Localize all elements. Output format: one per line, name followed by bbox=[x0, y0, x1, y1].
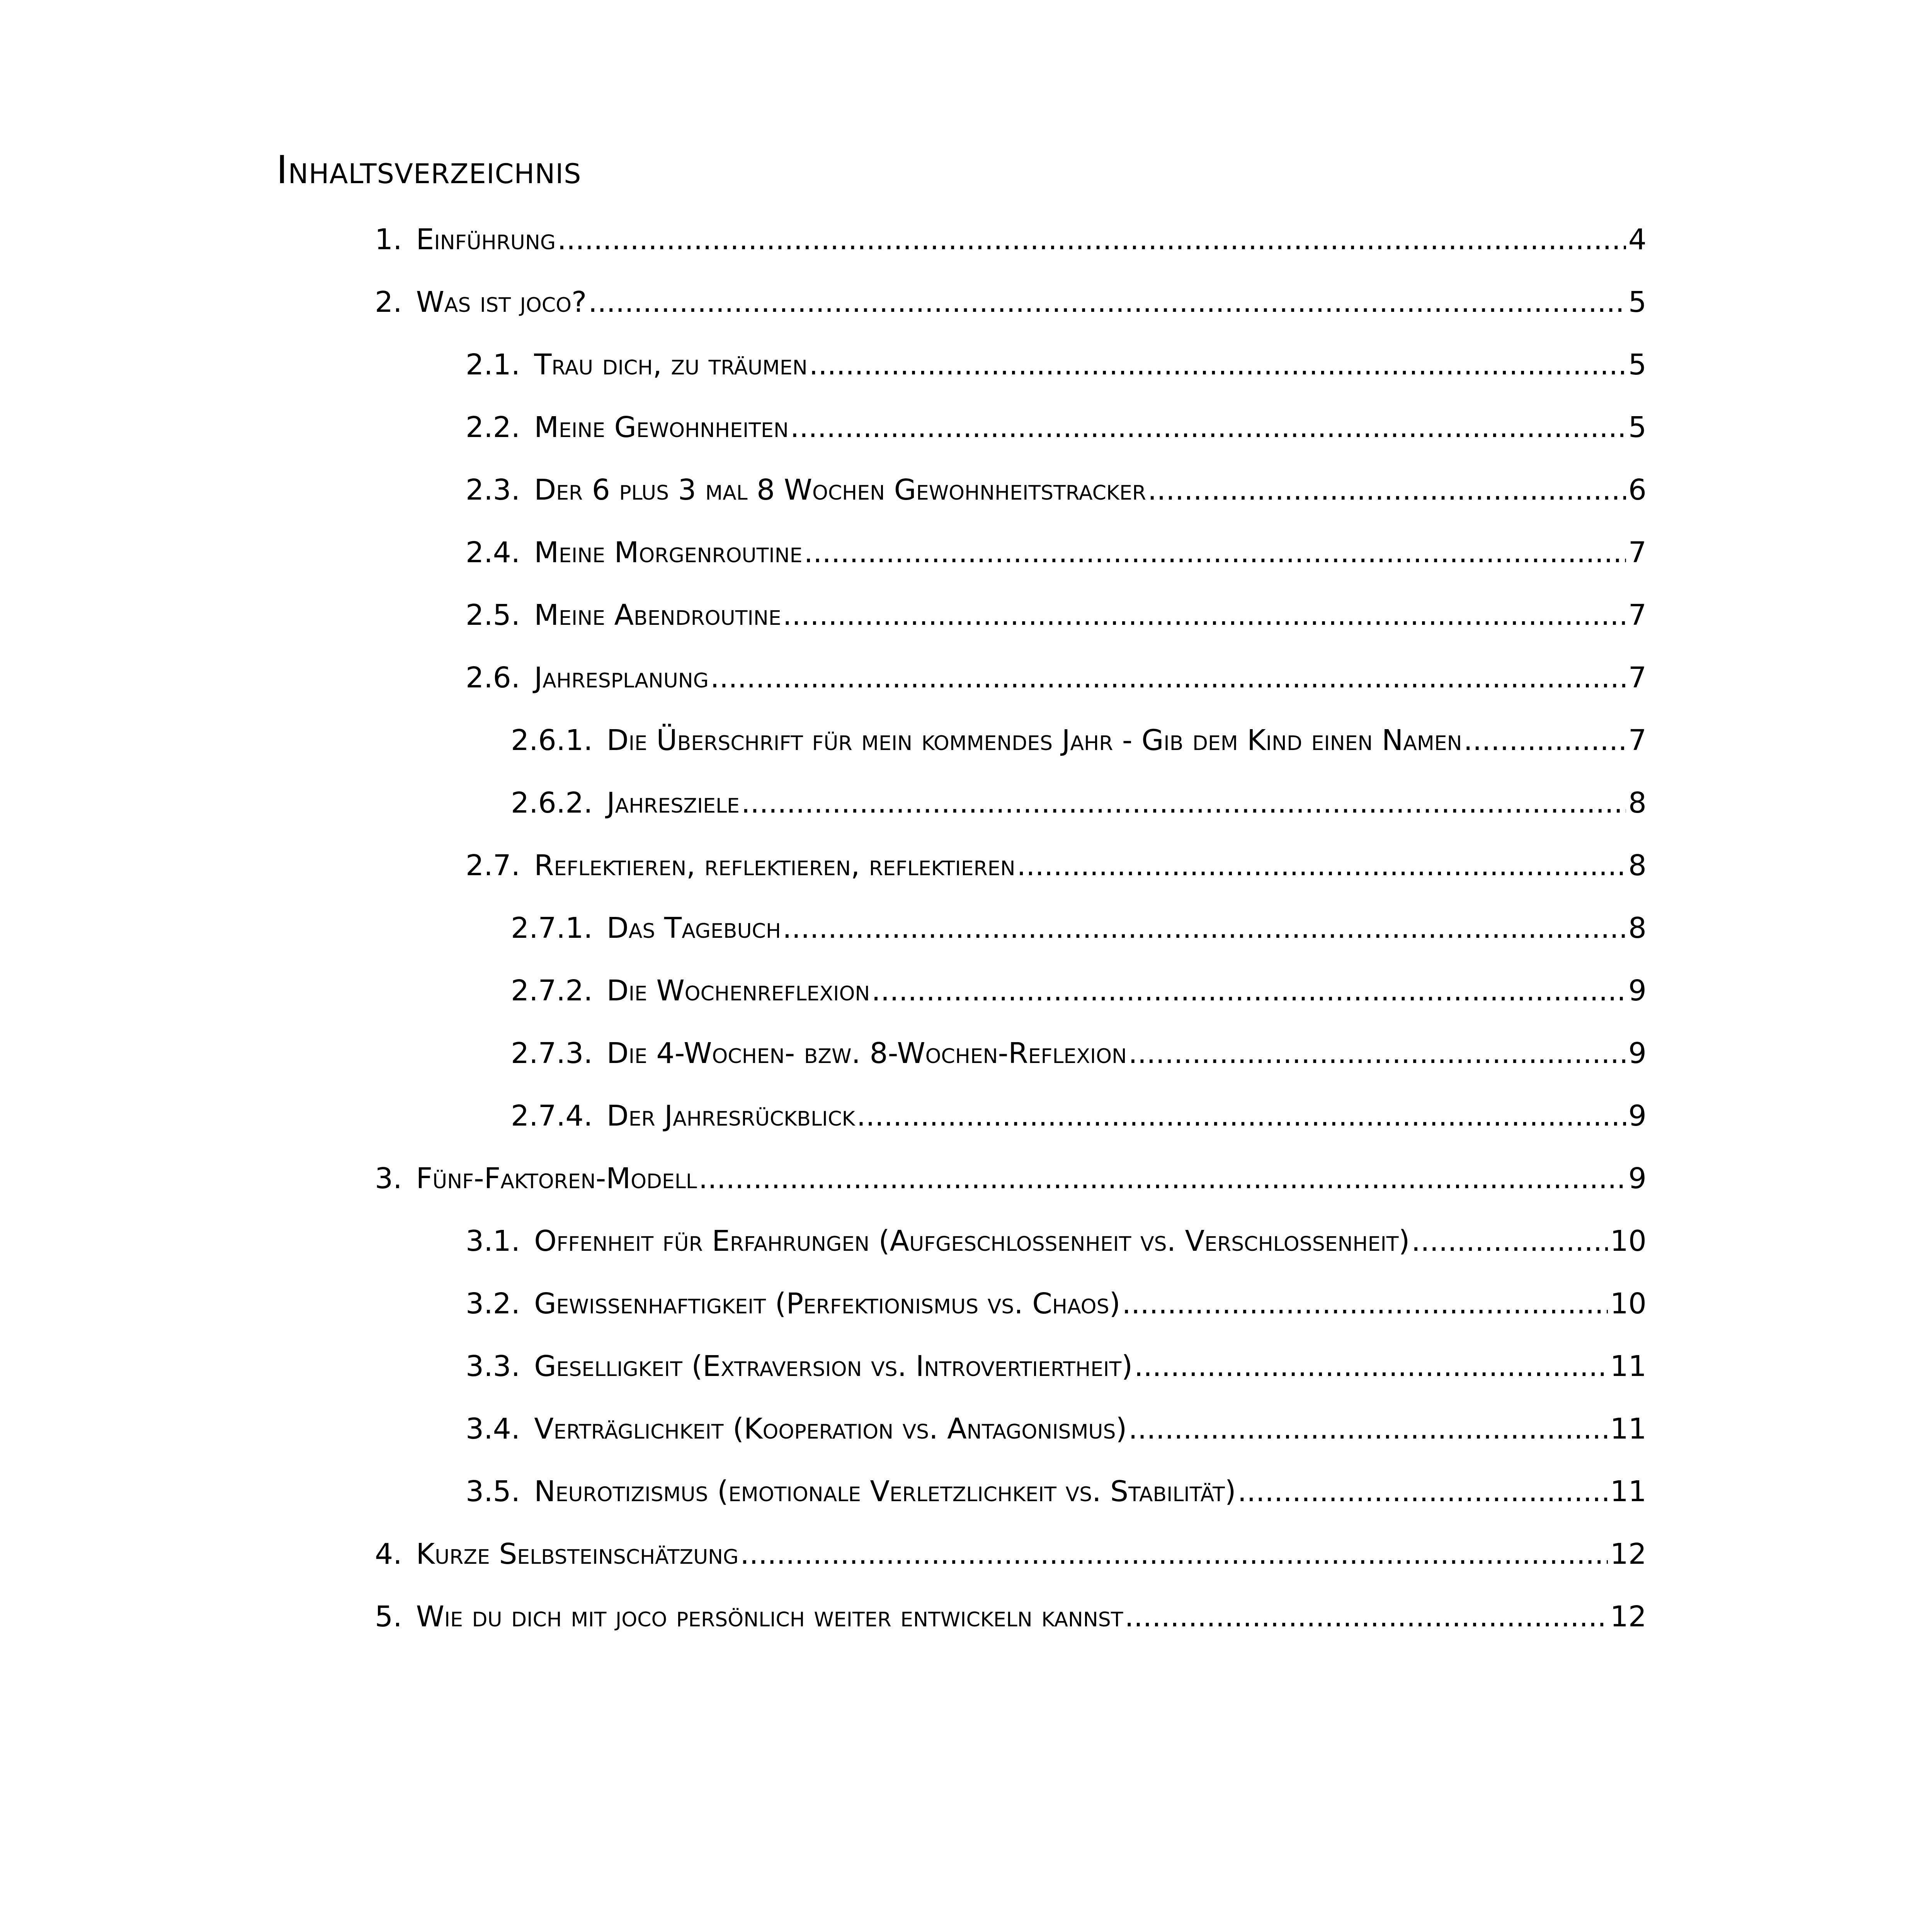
toc-entry[interactable] bbox=[511, 907, 1647, 949]
toc-entry[interactable] bbox=[466, 1470, 1647, 1513]
toc-entry-page: 6 bbox=[1628, 473, 1647, 507]
toc-entry-page: 12 bbox=[1610, 1600, 1647, 1633]
toc-entry-title: Kurze Selbsteinschätzung bbox=[416, 1537, 739, 1571]
toc-entry-page: 7 bbox=[1628, 536, 1647, 569]
toc-dot-leader bbox=[871, 969, 1626, 1012]
toc-entry-title: Jahresziele bbox=[606, 786, 740, 820]
toc-dot-leader bbox=[1125, 1595, 1608, 1638]
toc-entry-page: 10 bbox=[1610, 1225, 1647, 1258]
toc-dot-leader bbox=[782, 907, 1626, 949]
toc-entry-title: Der Jahresrückblick bbox=[606, 1099, 855, 1133]
toc-dot-leader bbox=[1122, 1282, 1607, 1325]
toc-entry-title: Wie du dich mit joco persönlich weiter entwickeln kannst bbox=[416, 1600, 1123, 1633]
toc-entry-title: Das Tagebuch bbox=[606, 912, 781, 945]
toc-entry[interactable] bbox=[375, 1533, 1647, 1575]
toc-entry-title: Fünf-Faktoren-Modell bbox=[416, 1162, 697, 1195]
toc-entry[interactable] bbox=[466, 1345, 1647, 1388]
toc-dot-leader bbox=[740, 1533, 1607, 1575]
toc-entry-number: 2.6.2. bbox=[511, 786, 593, 820]
toc-entry-number: 2.5. bbox=[466, 599, 520, 632]
toc-entry-page: 8 bbox=[1628, 912, 1647, 945]
toc-entry-page: 8 bbox=[1628, 786, 1647, 820]
toc-entry-number: 5. bbox=[375, 1600, 402, 1633]
toc-entry[interactable] bbox=[511, 969, 1647, 1012]
toc-entry-title: Trau dich, zu träumen bbox=[534, 348, 808, 381]
toc-entry-page: 7 bbox=[1628, 724, 1647, 757]
toc-entry-page: 10 bbox=[1610, 1287, 1647, 1320]
toc-entry-page: 11 bbox=[1610, 1412, 1647, 1446]
toc-entry-number: 1. bbox=[375, 223, 402, 256]
toc-entry-number: 3.1. bbox=[466, 1225, 520, 1258]
toc-entry[interactable] bbox=[466, 594, 1647, 636]
toc-entry[interactable] bbox=[466, 1282, 1647, 1325]
toc-entry[interactable] bbox=[466, 656, 1647, 699]
toc-entry-number: 2.2. bbox=[466, 411, 520, 444]
toc-dot-leader bbox=[557, 218, 1626, 261]
toc-entry-number: 2.7.4. bbox=[511, 1099, 593, 1133]
toc-dot-leader bbox=[1128, 1032, 1626, 1075]
toc-dot-leader bbox=[804, 531, 1626, 574]
toc-entry-number: 2. bbox=[375, 286, 402, 319]
toc-entry-title: Die 4-Wochen- bzw. 8-Wochen-Reflexion bbox=[606, 1037, 1127, 1070]
toc-entry-title: Geselligkeit (Extraversion vs. Introvertiertheit) bbox=[534, 1350, 1133, 1383]
toc-dot-leader bbox=[857, 1095, 1626, 1137]
toc-dot-leader bbox=[1134, 1345, 1608, 1388]
toc-entry-number: 2.1. bbox=[466, 348, 520, 381]
toc-entry-title: Die Wochenreflexion bbox=[606, 974, 870, 1007]
toc-entry[interactable] bbox=[375, 281, 1647, 323]
toc-entry-title: Was ist joco? bbox=[416, 286, 587, 319]
toc-entry[interactable] bbox=[511, 1032, 1647, 1075]
toc-entry-title: Gewissenhaftigkeit (Perfektionismus vs. Chaos) bbox=[534, 1287, 1121, 1320]
toc-entry[interactable] bbox=[466, 344, 1647, 386]
toc-entry-number: 2.6. bbox=[466, 661, 520, 694]
toc-entry-number: 3.2. bbox=[466, 1287, 520, 1320]
toc-entry-number: 2.4. bbox=[466, 536, 520, 569]
toc-entry[interactable] bbox=[511, 1095, 1647, 1137]
toc-dot-leader bbox=[1411, 1220, 1607, 1262]
toc-dot-leader bbox=[741, 782, 1626, 824]
toc-entry-page: 9 bbox=[1628, 1099, 1647, 1133]
toc-entry-page: 7 bbox=[1628, 599, 1647, 632]
toc-entry-title: Jahresplanung bbox=[534, 661, 709, 694]
toc-entry[interactable] bbox=[511, 782, 1647, 824]
toc-entry-title: Meine Morgenroutine bbox=[534, 536, 803, 569]
toc-entry[interactable] bbox=[511, 719, 1647, 762]
toc-entry[interactable] bbox=[466, 469, 1647, 511]
toc-dot-leader bbox=[1017, 844, 1626, 887]
toc-entry-title: Meine Gewohnheiten bbox=[534, 411, 789, 444]
toc-entry-number: 2.7. bbox=[466, 849, 520, 882]
toc-entry-page: 9 bbox=[1628, 974, 1647, 1007]
toc-entry-number: 3.3. bbox=[466, 1350, 520, 1383]
toc-entry-number: 3.5. bbox=[466, 1475, 520, 1508]
toc-dot-leader bbox=[1128, 1408, 1607, 1450]
toc-dot-leader bbox=[710, 656, 1626, 699]
toc-entry-page: 9 bbox=[1628, 1162, 1647, 1195]
toc-entry-title: Meine Abendroutine bbox=[534, 599, 781, 632]
toc-entry-page: 5 bbox=[1628, 348, 1647, 381]
toc-dot-leader bbox=[1463, 719, 1626, 762]
toc-entry-page: 4 bbox=[1628, 223, 1647, 256]
toc-entry-page: 11 bbox=[1610, 1475, 1647, 1508]
toc-entry-number: 3.4. bbox=[466, 1412, 520, 1446]
toc-entry-number: 2.7.1. bbox=[511, 912, 593, 945]
toc-entry-page: 9 bbox=[1628, 1037, 1647, 1070]
toc-entry[interactable] bbox=[375, 1157, 1647, 1200]
toc-entry-number: 4. bbox=[375, 1537, 402, 1571]
toc-entry[interactable] bbox=[375, 218, 1647, 261]
toc-entry-number: 2.6.1. bbox=[511, 724, 593, 757]
toc-entry[interactable] bbox=[466, 844, 1647, 887]
toc-entry-number: 2.7.2. bbox=[511, 974, 593, 1007]
toc-heading: Inhaltsverzeichnis bbox=[276, 147, 582, 192]
toc-entry[interactable] bbox=[466, 531, 1647, 574]
toc-entry[interactable] bbox=[466, 1408, 1647, 1450]
toc-dot-leader bbox=[1148, 469, 1626, 511]
toc-entry-number: 2.3. bbox=[466, 473, 520, 507]
toc-dot-leader bbox=[790, 406, 1626, 449]
toc-dot-leader bbox=[783, 594, 1626, 636]
toc-entry-number: 2.7.3. bbox=[511, 1037, 593, 1070]
toc-entry[interactable] bbox=[466, 406, 1647, 449]
toc-entry-title: Einführung bbox=[416, 223, 556, 256]
toc-dot-leader bbox=[699, 1157, 1626, 1200]
toc-entry-title: Offenheit für Erfahrungen (Aufgeschlossenheit vs. Verschlossenheit) bbox=[534, 1225, 1410, 1258]
toc-entry[interactable] bbox=[375, 1595, 1647, 1638]
toc-entry-title: Die Überschrift für mein kommendes Jahr - Gib dem Kind einen Namen bbox=[606, 724, 1462, 757]
toc-dot-leader bbox=[1238, 1470, 1608, 1513]
toc-dot-leader bbox=[588, 281, 1626, 323]
toc-entry-page: 11 bbox=[1610, 1350, 1647, 1383]
toc-entry[interactable] bbox=[466, 1220, 1647, 1262]
toc-dot-leader bbox=[809, 344, 1626, 386]
toc-entry-title: Verträglichkeit (Kooperation vs. Antagonismus) bbox=[534, 1412, 1127, 1446]
toc-entry-page: 5 bbox=[1628, 411, 1647, 444]
toc-entry-title: Der 6 plus 3 mal 8 Wochen Gewohnheitstracker bbox=[534, 473, 1146, 507]
toc-entry-page: 5 bbox=[1628, 286, 1647, 319]
toc-entry-page: 12 bbox=[1610, 1537, 1647, 1571]
toc-entry-page: 8 bbox=[1628, 849, 1647, 882]
toc-entry-number: 3. bbox=[375, 1162, 402, 1195]
toc-entry-title: Neurotizismus (emotionale Verletzlichkeit vs. Stabilität) bbox=[534, 1475, 1236, 1508]
toc-entry-title: Reflektieren, reflektieren, reflektieren bbox=[534, 849, 1015, 882]
toc-entry-page: 7 bbox=[1628, 661, 1647, 694]
